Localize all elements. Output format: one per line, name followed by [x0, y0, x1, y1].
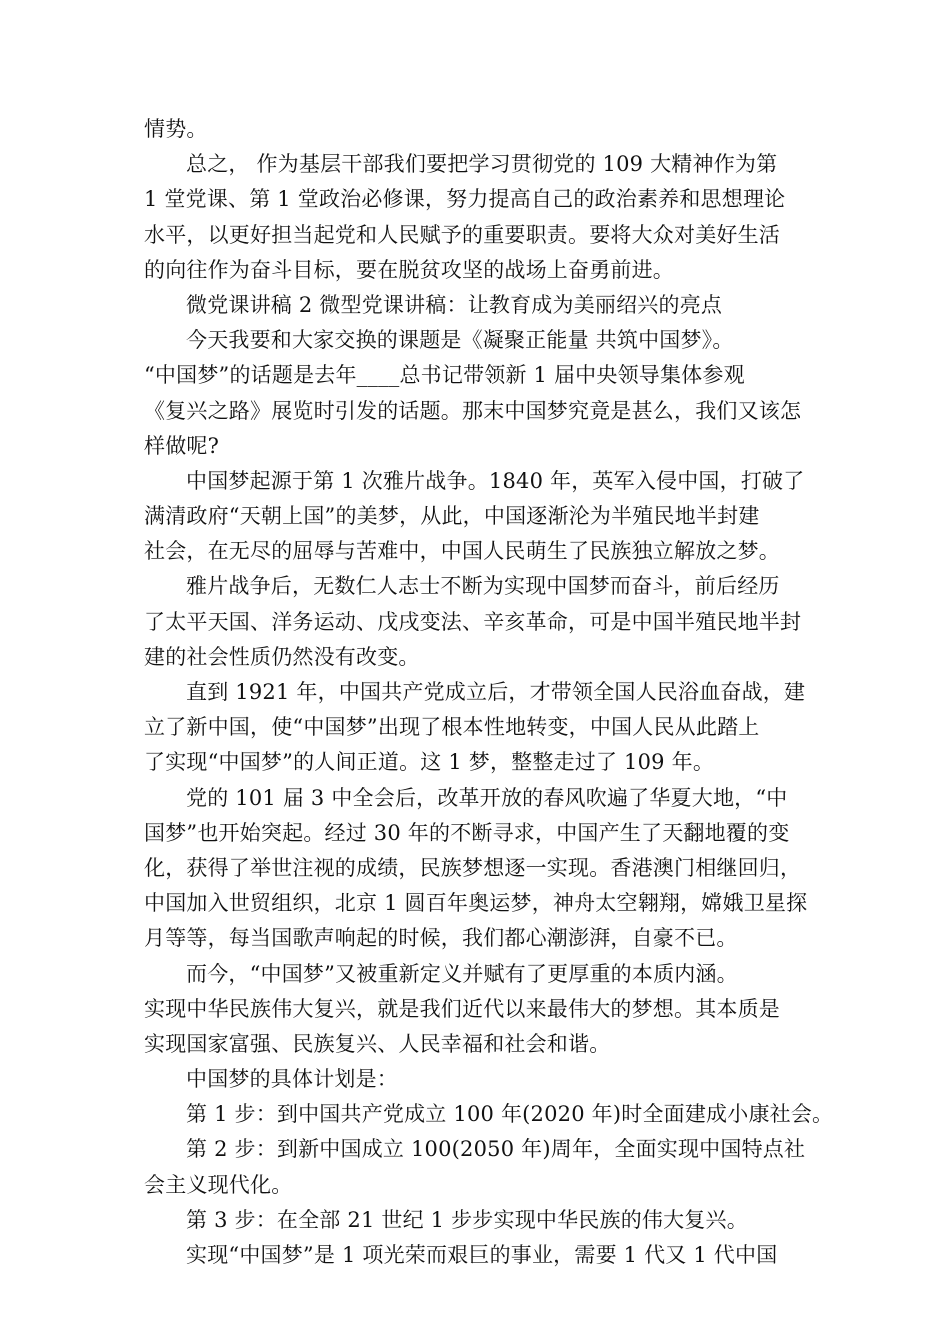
text-line: 的向往作为奋斗目标，要在脱贫攻坚的战场上奋勇前进。 [144, 257, 674, 282]
text-line: 而今，“中国梦”又被重新定义并赋有了更厚重的本质内涵。 [186, 961, 738, 986]
text-line: 《复兴之路》展览时引发的话题。那末中国梦究竟是甚么，我们又该怎 [144, 398, 802, 423]
text-line: 今天我要和大家交换的课题是《凝聚正能量 共筑中国梦》。 [186, 328, 734, 353]
text-line: 中国梦起源于第 1 次雅片战争。1840 年，英军入侵中国，打破了 [186, 468, 805, 493]
text-line: 实现国家富强、民族复兴、人民幸福和社会和谐。 [144, 1031, 611, 1056]
text-line: 中国加入世贸组织，北京 1 圆百年奥运梦，神舟太空翱翔，嫦娥卫星探 [144, 891, 808, 916]
text-line: 国梦”也开始突起。经过 30 年的不断寻求，中国产生了天翻地覆的变 [144, 820, 790, 845]
text-line: “中国梦”的话题是去年____总书记带领新 1 届中央领导集体参观 [144, 363, 745, 388]
text-line: 实现“中国梦”是 1 项光荣而艰巨的事业，需要 1 代又 1 代中国 [186, 1243, 778, 1267]
text-line: 第 3 步：在全部 21 世纪 1 步步实现中华民族的伟大复兴。 [186, 1207, 748, 1232]
text-line: 直到 1921 年，中国共产党成立后，才带领全国人民浴血奋战，建 [186, 680, 806, 704]
text-line: 中国梦的具体计划是： [186, 1067, 398, 1092]
text-line: 样做呢? [144, 433, 220, 458]
text-line: 情势。 [144, 117, 208, 141]
text-line: 雅片战争后，无数仁人志士不断为实现中国梦而奋斗，前后经历 [186, 574, 780, 599]
document-page [144, 112, 834, 1273]
text-line: 了太平天国、洋务运动、戊戌变法、辛亥革命，可是中国半殖民地半封 [144, 609, 802, 634]
text-line: 立了新中国，使“中国梦”出现了根本性地转变，中国人民从此踏上 [144, 715, 760, 740]
text-line: 建的社会性质仍然没有改变。 [144, 644, 420, 669]
text-line: 满清政府“天朝上国”的美梦，从此，中国逐渐沦为半殖民地半封建 [144, 504, 760, 529]
text-line: 会主义现代化。 [144, 1172, 293, 1197]
text-line: 第 1 步：到中国共产党成立 100 年(2020 年)时全面建成小康社会。 [186, 1102, 834, 1127]
text-line: 社会，在无尽的屈辱与苦难中，中国人民萌生了民族独立解放之梦。 [144, 539, 780, 564]
text-line: 月等等，每当国歌声响起的时候，我们都心潮澎湃，自豪不已。 [144, 926, 738, 951]
text-line: 微党课讲稿 2 微型党课讲稿：让教育成为美丽绍兴的亮点 [186, 292, 723, 317]
text-line: 1 堂党课、第 1 堂政治必修课，努力提高自己的政治素养和思想理论 [144, 187, 786, 212]
text-line: 水平，以更好担当起党和人民赋予的重要职责。要将大众对美好生活 [144, 222, 780, 247]
text-line: 实现中华民族伟大复兴，就是我们近代以来最伟大的梦想。其本质是 [144, 996, 780, 1021]
text-line: 了实现“中国梦”的人间正道。这 1 梦，整整走过了 109 年。 [144, 750, 715, 775]
text-line: 总之， 作为基层干部我们要把学习贯彻党的 109 大精神作为第 [186, 152, 778, 177]
text-line: 第 2 步：到新中国成立 100(2050 年)周年，全面实现中国特点社 [186, 1137, 806, 1162]
text-line: 党的 101 届 3 中全会后，改革开放的春风吹遍了华夏大地，“中 [186, 785, 788, 810]
text-line: 化，获得了举世注视的成绩，民族梦想逐一实现。香港澳门相继回归， [144, 855, 802, 880]
